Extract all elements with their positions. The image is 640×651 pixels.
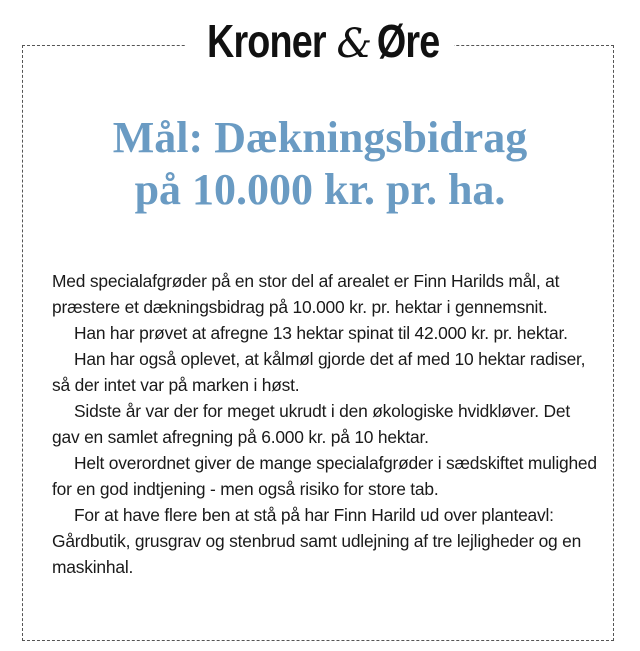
- paragraph: Med specialafgrøder på en stor del af arealet er Finn Harilds mål, at præstere et dækningsbidrag på 10.000 kr. pr. hektar i gennemsnit.: [52, 271, 560, 317]
- article-body: [52, 268, 600, 580]
- masthead-word-ore: Øre: [376, 15, 440, 67]
- masthead: [0, 15, 640, 67]
- headline-line-2: på 10.000 kr. pr. ha.: [134, 165, 506, 214]
- headline-line-1: Mål: Dækningsbidrag: [112, 113, 528, 162]
- masthead-ampersand: &: [336, 21, 373, 67]
- paragraph: Han har også oplevet, at kålmøl gjorde det af med 10 hektar radiser, så der intet var på marken i høst.: [52, 349, 586, 395]
- headline: [30, 112, 610, 216]
- masthead-label: [186, 15, 455, 67]
- paragraph: Helt overordnet giver de mange specialafgrøder i sædskiftet mulighed for en god indtjening - men også risiko for store tab.: [52, 453, 597, 499]
- paragraph: Han har prøvet at afregne 13 hektar spinat til 42.000 kr. pr. hektar.: [74, 323, 568, 343]
- paragraph: For at have flere ben at stå på har Finn Harild ud over planteavl: Gårdbutik, grusgrav og stenbrud samt udlejning af tre lejligheder og en maskinhal.: [52, 505, 582, 577]
- masthead-word-kroner: Kroner: [206, 15, 326, 67]
- paragraph: Sidste år var der for meget ukrudt i den økologiske hvidkløver. Det gav en samlet afregning på 6.000 kr. på 10 hektar.: [52, 401, 570, 447]
